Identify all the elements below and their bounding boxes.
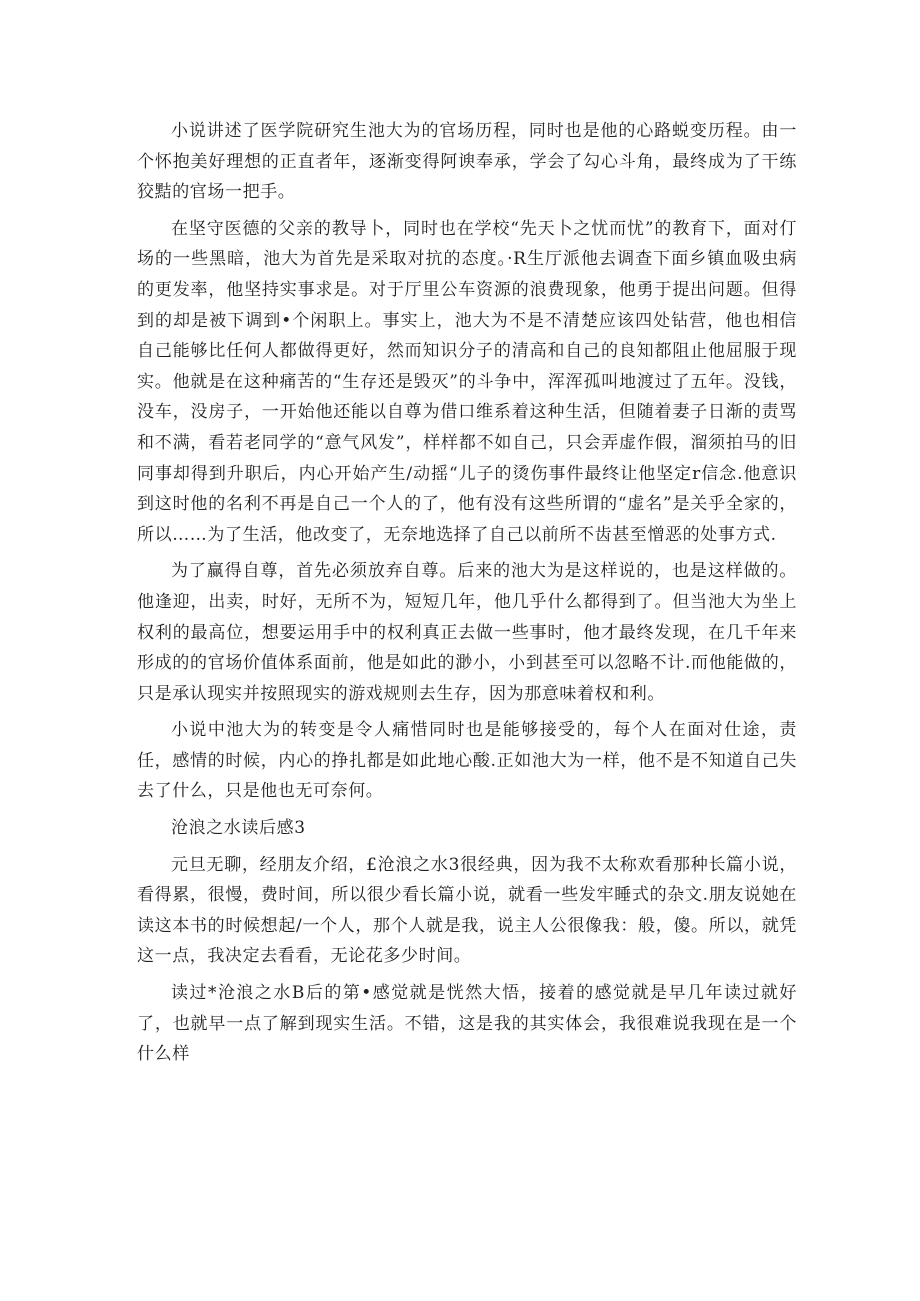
document-page xyxy=(137,116,797,1076)
paragraph-5: 元旦无聊，经朋友介绍，£沧浪之水3很经典，因为我不太称欢看那种长篇小说，看得累，很慢，费时间，所以很少看长篇小说，就看一些发牢睡式的杂文.朋友说她在读这本书的时候想起/一个人，那个人就是我，说主人公很像我：般，傻。所以，就凭这一点，我决定去看看，无论花多少时间。 xyxy=(137,854,797,967)
section-heading: 沧浪之水读后感3 xyxy=(171,818,306,839)
paragraph-3: 为了赢得自尊，首先必须放弃自尊。后来的池大为是这样说的，也是这样做的。他逢迎，出卖，时好，无所不为，短短几年，他几乎什么都得到了。但当池大为坐上权利的最高位，想要运用手中的权利真正去做一些事时，他才最终发现，在几千年来形成的的官场价值体系面前，他是如此的渺小，小到甚至可以忽略不计.而他能做的，只是承认现实并按照现实的游戏规则去生存，因为那意味着权和利。 xyxy=(137,561,797,704)
paragraph-1: 小说讲述了医学院研究生池大为的官场历程，同时也是他的心路蜕变历程。由一个怀抱美好理想的正直者年，逐渐变得阿谀奉承，学会了勾心斗角，最终成为了干练狡黠的官场一把手。 xyxy=(137,121,797,203)
paragraph-2: 在坚守医德的父亲的教导卜，同时也在学校“先天卜之忧而忧”的教育下，面对仃场的一些黑暗，池大为首先是采取对抗的态度。·R生厅派他去调查下面乡镇血吸虫病的更发率，他坚持实事求是。对于厅里公车资源的浪费现象，他勇于提出问题。但得到的却是被下调到•个闲职上。事实上，池大为不是不清楚应该四处钻营，他也相信自己能够比任何人都做得更好，然而知识分子的清高和自己的良知都阻止他屈服于现实。他就是在这种痛苦的“生存还是毁灭”的斗争中，浑浑孤叫地渡过了五年。没钱，没车，没房子，一开始他还能以自尊为借口维系着这种生活，但随着妻子日渐的责骂和不满，看若老同学的“意气风发”，样样都不如自己，只会弄虚作假，溜须拍马的旧同事却得到升职后，内心开始产生/动摇“儿子的烫伤事件最终让他坚定r信念.他意识到这时他的名利不再是自己一个人的了，他有没有这些所谓的“虚名”是关乎全家的，所以……为了生活，他改变了，无奈地选择了自己以前所不齿甚至憎恶的处事方式. xyxy=(137,218,797,545)
paragraph-4: 小说中池大为的转变是令人痛惜同时也是能够接受的，每个人在面对仕途，责任，感情的时候，内心的挣扎都是如此地心酸.正如池大为一样，他不是不知道自己失去了什么，只是他也无可奈何。 xyxy=(137,720,797,802)
paragraph-6: 读过*沧浪之水B后的第•感觉就是恍然大悟，接着的感觉就是早几年读过就好了，也就早一点了解到现实生活。不错，这是我的其实体会，我很难说我现在是一个什么样 xyxy=(137,983,797,1065)
